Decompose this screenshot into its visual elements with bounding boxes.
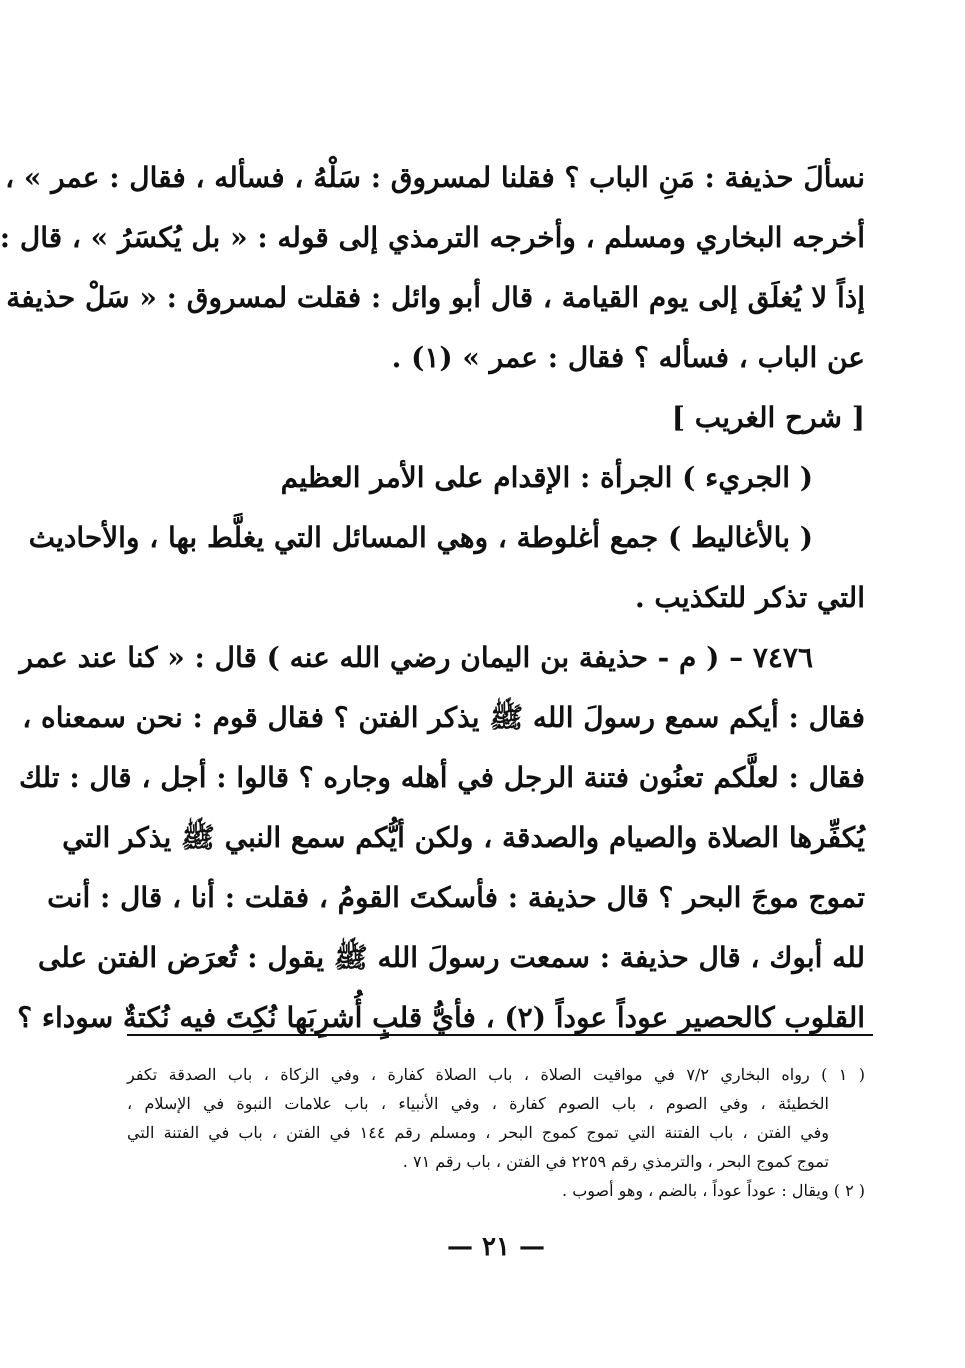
footnotes <box>127 1060 865 1205</box>
text-line: يُكفِّرها الصلاة والصيام والصدقة ، ولكن أيُّكم سمع النبي ﷺ يذكر التي <box>62 821 865 854</box>
text-line: تموج موجَ البحر ؟ قال حذيفة : فأسكتَ القومُ ، فقلت : أنا ، قال : أنت <box>47 881 865 914</box>
footnote-line: ( ١ ) رواه البخاري ٧/٢ في مواقيت الصلاة ، باب الصلاة كفارة ، وفي الزكاة ، باب الصدقة تكفر <box>127 1065 866 1084</box>
page-number: — ٢١ — <box>446 1232 546 1262</box>
footnote-line: وفي الفتن ، باب الفتنة التي تموج كموج البحر ، ومسلم رقم ١٤٤ في الفتن ، باب في الفتنة التي <box>127 1123 829 1142</box>
gloss-entry: ( بالأغاليط ) جمع أغلوطة ، وهي المسائل التي يغلَّط بها ، والأحاديث <box>28 521 813 554</box>
section-heading: [ شرح الغريب ] <box>671 401 865 434</box>
text-line: أخرجه البخاري ومسلم ، وأخرجه الترمذي إلى قوله : « بل يُكسَرُ » ، قال : <box>0 221 865 254</box>
footnote-line: ( ٢ ) ويقال : عوداً عوداً ، بالضم ، وهو أصوب . <box>562 1181 865 1200</box>
footnote-line: الخطيئة ، وفي الصوم ، باب الصوم كفارة ، وفي الأنبياء ، باب علامات النبوة في الإسلام ، <box>127 1094 830 1113</box>
text-line: عن الباب ، فسأله ؟ فقال : عمر » (١) . <box>391 341 865 374</box>
text-line: نسألَ حذيفة : مَنِ الباب ؟ فقلنا لمسروق : سَلْهُ ، فسأله ، فقال : عمر » ، <box>5 161 865 194</box>
text-line: فقال : أيكم سمع رسولَ الله ﷺ يذكر الفتن ؟ فقال قوم : نحن سمعناه ، <box>22 701 865 734</box>
footnote-line: تموج كموج البحر ، والترمذي رقم ٢٢٥٩ في الفتن ، باب رقم ٧١ . <box>402 1152 829 1171</box>
text-line: فقال : لعلَّكم تعنُون فتنة الرجل في أهله وجاره ؟ قالوا : أجل ، قال : تلك <box>18 761 865 794</box>
footnote-divider <box>127 1034 873 1036</box>
text-line: إذاً لا يُغلَق إلى يوم القيامة ، قال أبو وائل : فقلت لمسروق : « سَلْ حذيفة <box>6 281 865 314</box>
hadith-number-line: ٧٤٧٦ – ( م - حذيفة بن اليمان رضي الله عنه ) قال : « كنا عند عمر <box>19 641 813 674</box>
text-line: التي تذكر للتكذيب . <box>634 581 865 614</box>
text-line: القلوب كالحصير عوداً عوداً (٢) ، فأيُّ قلبٍ أُشرِبَها نُكِتَ فيه نُكتةٌ سوداء ؟ <box>17 1001 865 1034</box>
gloss-entry: ( الجريء ) الجرأة : الإقدام على الأمر العظيم <box>280 461 813 494</box>
main-text <box>0 148 865 1048</box>
text-line: لله أبوك ، قال حذيفة : سمعت رسولَ الله ﷺ يقول : تُعرَض الفتن على <box>37 941 865 974</box>
